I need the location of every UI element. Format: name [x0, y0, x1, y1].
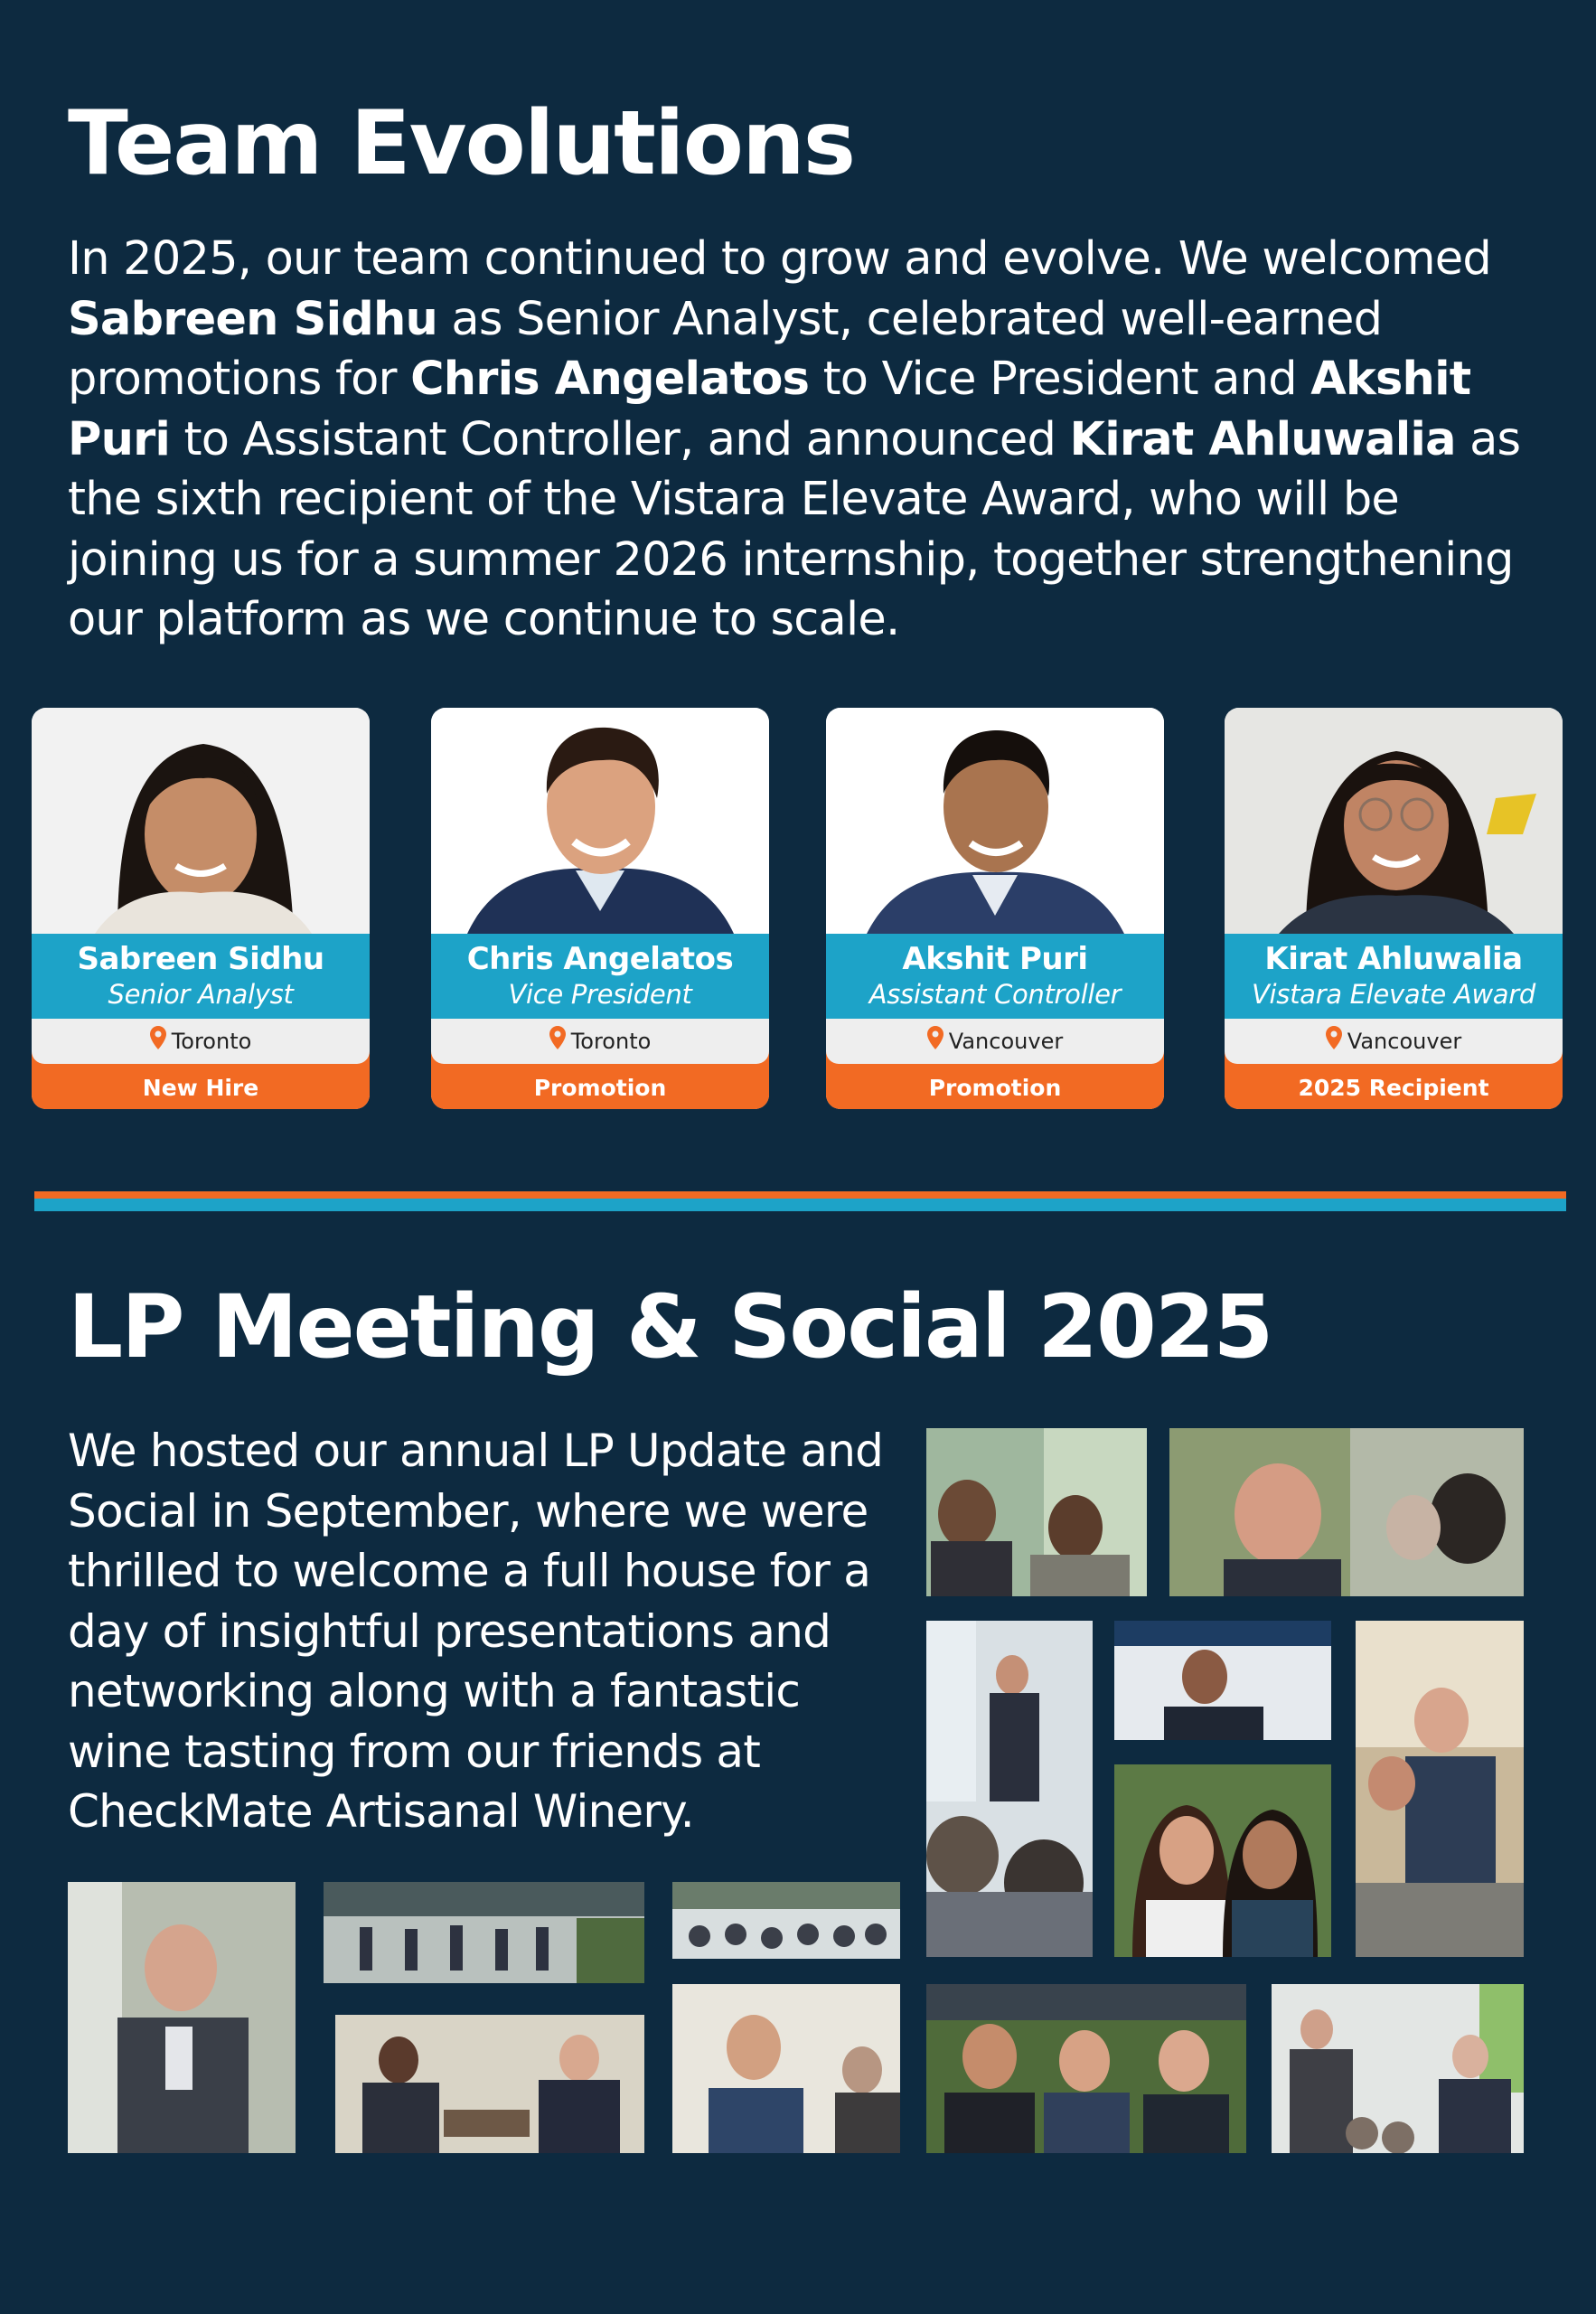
- lp-intro-paragraph: We hosted our annual LP Update and Social in September, where we were thrilled to welcome a full house for a day of insightful presentations and networking along with a fantastic wine tasting from our friends at CheckMate Artisanal Winery.: [68, 1425, 884, 1838]
- event-photo: [68, 1882, 296, 2153]
- name-band: [32, 934, 370, 1019]
- location-row: [431, 1019, 769, 1064]
- member-status-badge: New Hire: [32, 1064, 370, 1109]
- highlight-name: Chris Angelatos: [410, 353, 810, 406]
- event-photo: [926, 1428, 1147, 1596]
- location-row: [826, 1019, 1164, 1064]
- map-pin-icon: [927, 1020, 944, 1065]
- member-location: Vancouver: [948, 1029, 1064, 1054]
- event-photo: [672, 1984, 900, 2153]
- map-pin-icon: [1326, 1020, 1342, 1065]
- member-name: Akshit Puri: [902, 941, 1088, 977]
- highlight-name: Akshit Puri: [68, 353, 1471, 466]
- member-status-badge: 2025 Recipient: [1225, 1064, 1563, 1109]
- portrait-photo: [32, 708, 370, 934]
- event-photo: [1169, 1428, 1524, 1596]
- member-status-badge: Promotion: [431, 1064, 769, 1109]
- team-card-sabreen: [32, 708, 370, 1109]
- portrait-photo: [431, 708, 769, 934]
- team-card-chris: [431, 708, 769, 1109]
- team-card-kirat: [1225, 708, 1563, 1109]
- event-photo: [335, 2015, 644, 2153]
- portrait-photo: [826, 708, 1164, 934]
- event-photo: [1356, 1621, 1524, 1957]
- member-role: Vice President: [508, 979, 692, 1010]
- member-role: Senior Analyst: [108, 979, 294, 1010]
- member-location: Toronto: [570, 1029, 652, 1054]
- portrait-photo: [1225, 708, 1563, 934]
- team-evolutions-title: Team Evolutions: [68, 92, 855, 195]
- section-divider-blue: [34, 1199, 1566, 1211]
- map-pin-icon: [150, 1020, 166, 1065]
- event-photo: [926, 1984, 1246, 2153]
- name-band: [826, 934, 1164, 1019]
- map-pin-icon: [549, 1020, 566, 1065]
- event-photo: [926, 1621, 1093, 1957]
- name-band: [431, 934, 769, 1019]
- event-photo: [1114, 1764, 1331, 1957]
- location-row: [32, 1019, 370, 1064]
- event-photo: [672, 1882, 900, 1959]
- team-card-akshit: [826, 708, 1164, 1109]
- member-name: Chris Angelatos: [466, 941, 734, 977]
- member-role: Assistant Controller: [868, 979, 1122, 1010]
- member-location: Vancouver: [1347, 1029, 1462, 1054]
- highlight-name: Sabreen Sidhu: [68, 292, 437, 346]
- member-name: Kirat Ahluwalia: [1264, 941, 1523, 977]
- member-status-badge: Promotion: [826, 1064, 1164, 1109]
- event-photo: [324, 1882, 644, 1983]
- event-photo: [1114, 1621, 1331, 1740]
- name-band: [1225, 934, 1563, 1019]
- member-role: Vistara Elevate Award: [1251, 979, 1535, 1010]
- location-row: [1225, 1019, 1563, 1064]
- member-location: Toronto: [171, 1029, 252, 1054]
- team-intro-paragraph: In 2025, our team continued to grow and evolve. We welcomed Sabreen Sidhu as Senior Analyst, celebrated well-earned promotions for Chris Angelatos to Vice President and Akshit Puri to Assistant Controller, and announced Kirat Ahluwalia as the sixth recipient of the Vistara Elevate Award, who will be joining us for a summer 2026 internship, together strengthening our platform as we continue to scale.: [68, 232, 1521, 646]
- event-photo: [1272, 1984, 1524, 2153]
- highlight-name: Kirat Ahluwalia: [1069, 412, 1456, 466]
- member-name: Sabreen Sidhu: [77, 941, 324, 977]
- lp-meeting-title: LP Meeting & Social 2025: [68, 1276, 1272, 1378]
